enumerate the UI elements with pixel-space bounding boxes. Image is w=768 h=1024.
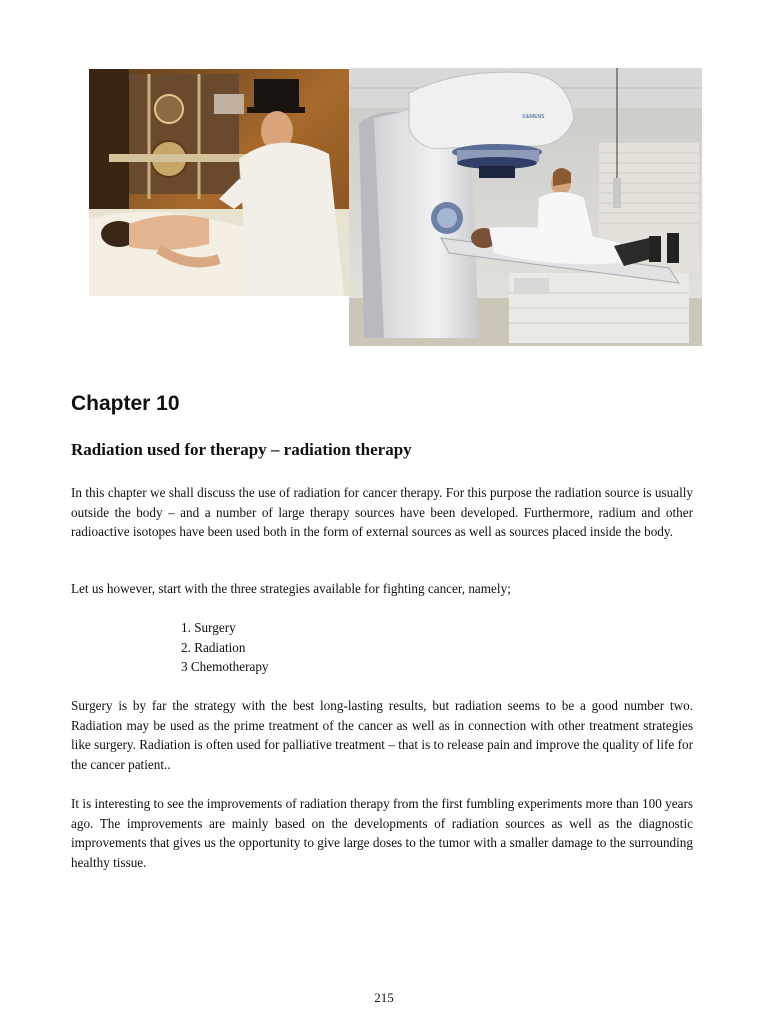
surgery-paragraph: Surgery is by far the strategy with the best long-lasting results, but radiation seems to be a good number two. Radiation may be used as the prime treatment of the cancer as well as in connection with other treatment strategies like surgery. Radiation is often used for palliative treatment – that is to release pain and improve the quality of life for the cancer patient.. (71, 698, 693, 772)
strategies-list (181, 618, 269, 677)
chapter-title: Radiation used for therapy – radiation therapy (71, 440, 412, 459)
historical-treatment-image (89, 69, 350, 296)
machine-brand-label: SIEMENS (522, 114, 545, 120)
improvements-paragraph: It is interesting to see the improvements of radiation therapy from the first fumbling experiments more than 100 years ago. The improvements are mainly based on the developments of radiation sources as well as the diagnostic improvements that gives us the opportunity to give large doses to the tumor with a smaller damage to the surrounding healthy tissue. (71, 796, 693, 870)
page-number: 215 (374, 990, 394, 1005)
chapter-label: Chapter 10 (71, 392, 180, 415)
intro-paragraph: In this chapter we shall discuss the use of radiation for cancer therapy. For this purpose the radiation source is usually outside the body – and a number of large therapy sources have been developed. Furthermore, radium and other radioactive isotopes have been used both in the form of external sources as well as sources placed inside the body. (71, 485, 693, 539)
list-item: 1. Surgery (181, 620, 236, 635)
modern-linac-image (349, 68, 702, 346)
list-item: 3 Chemotherapy (181, 659, 269, 674)
list-item: 2. Radiation (181, 639, 246, 655)
strategies-intro-paragraph: Let us however, start with the three strategies available for fighting cancer, namely; (71, 581, 511, 596)
